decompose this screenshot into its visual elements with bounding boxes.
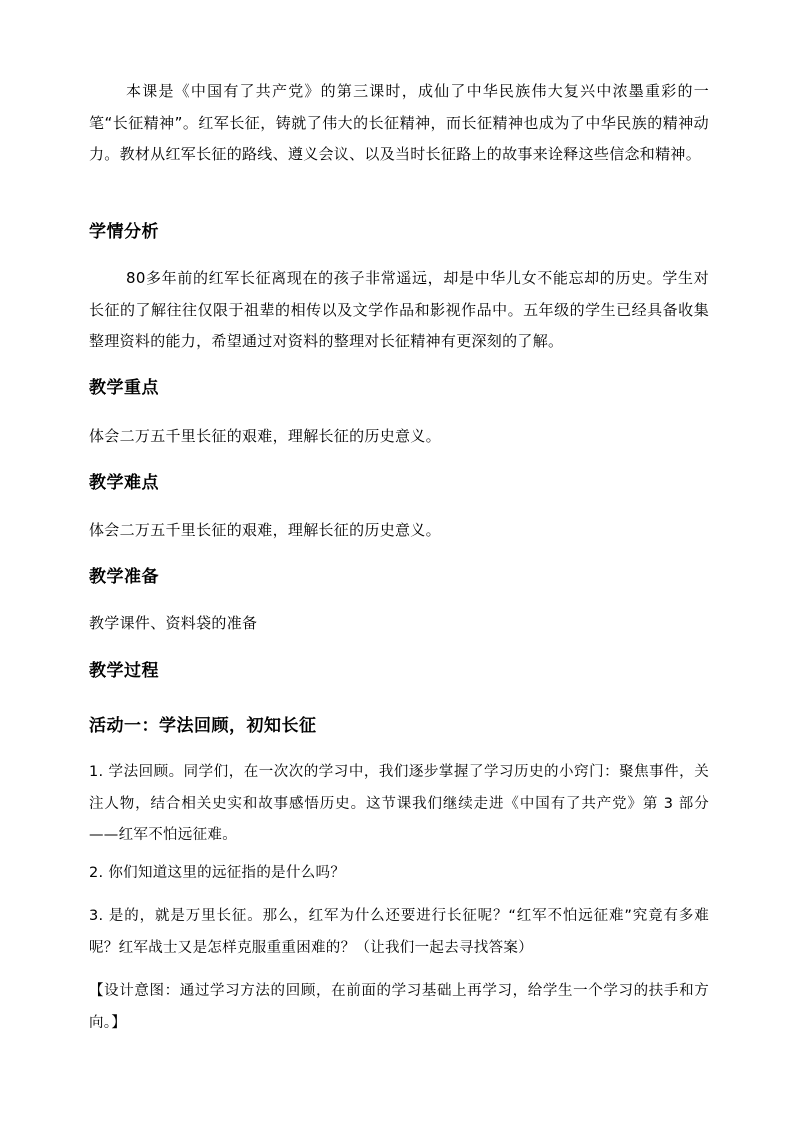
activity1-item-2: 2. 你们知道这里的远征指的是什么吗？ [89,865,346,881]
activity1-item-1: 1. 学法回顾。同学们，在一次次的学习中，我们逐步掌握了学习历史的小窍门：聚焦事件，关注人物，结合相关史实和故事感悟历史。这节课我们继续走进《中国有了共产党》第 3 部分——红军不怕远征难。 [89,764,709,843]
process-heading: 教学过程 [89,661,159,681]
preparation-heading: 教学准备 [89,567,159,587]
key-points-heading: 教学重点 [89,378,159,398]
activity1-item-3: 3. 是的，就是万里长征。那么，红军为什么还要进行长征呢？“红军不怕远征难”究竟有多难呢？红军战士又是怎样克服重重困难的？（让我们一起去寻找答案） [89,908,709,956]
difficult-points-heading: 教学难点 [89,473,159,493]
intro-paragraph: 本课是《中国有了共产党》的第三课时，成仙了中华民族伟大复兴中浓墨重彩的一笔“长征精神”。红军长征，铸就了伟大的长征精神，而长征精神也成为了中华民族的精神动力。教材从红军长征的路线、遵义会议、以及当时长征路上的故事来诠释这些信念和精神。 [89,82,709,163]
difficult-points-text: 体会二万五千里长征的艰难，理解长征的历史意义。 [89,521,441,539]
preparation-text: 教学课件、资料袋的准备 [89,614,258,632]
design-intent-note: 【设计意图：通过学习方法的回顾，在前面的学习基础上再学习，给学生一个学习的扶手和方向。】 [89,983,709,1031]
activity1-heading: 活动一：学法回顾，初知长征 [89,716,317,736]
student-analysis-heading: 学情分析 [89,222,159,242]
key-points-text: 体会二万五千里长征的艰难，理解长征的历史意义。 [89,427,441,445]
student-analysis-paragraph: 80多年前的红军长征离现在的孩子非常遥远，却是中华儿女不能忘却的历史。学生对长征的了解往往仅限于祖辈的相传以及文学作品和影视作品中。五年级的学生已经具备收集整理资料的能力，希望通过对资料的整理对长征精神有更深刻的了解。 [89,269,709,350]
